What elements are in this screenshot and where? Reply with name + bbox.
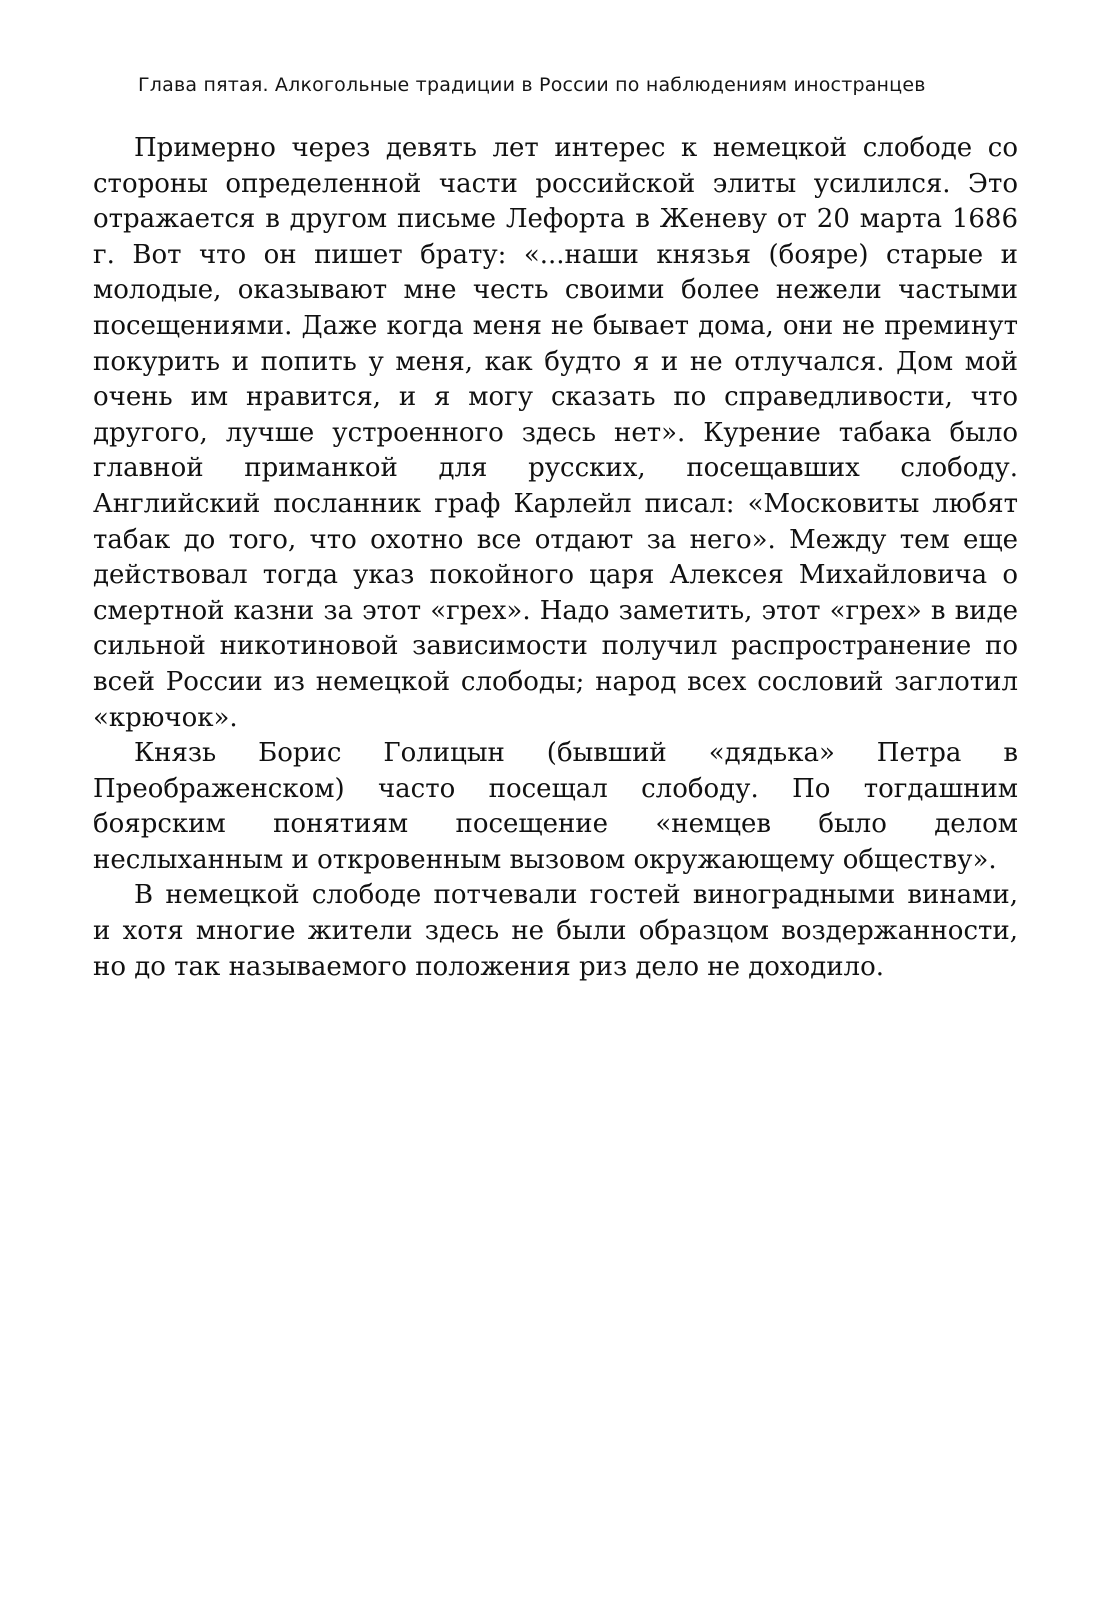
running-head: Глава пятая. Алкогольные традиции в России по наблюдениям иностранцев — [138, 74, 926, 96]
paragraph-3: В немецкой слободе потчевали гостей виноградными винами, и хотя многие жители здесь не были образцом воздержанности, но до так называемого положения риз дело не доходило. — [93, 880, 1018, 982]
paragraph-2: Князь Борис Голицын (бывший «дядька» Петра в Преображенском) часто посещал слободу. По тогдашним боярским понятиям посещение «немцев было делом неслыханным и откровенным вызовом окружающему обществу». — [93, 738, 1018, 875]
body-text — [93, 131, 1018, 985]
paragraph-1: Примерно через девять лет интерес к немецкой слободе со стороны определенной части российской элиты усилился. Это отражается в другом письме Лефорта в Женеву от 20 марта 1686 г. Вот что он пишет брату: «...наши князья (бояре) старые и молодые, оказывают мне честь своими более нежели частыми посещениями. Даже когда меня не бывает дома, они не преминут покурить и попить у меня, как будто я и не отлучался. Дом мой очень им нравится, и я могу сказать по справедливости, что другого, лучше устроенного здесь нет». Курение табака было главной приманкой для русских, посещавших слободу. Английский посланник граф Карлейл писал: «Московиты любят табак до того, что охотно все отдают за него». Между тем еще действовал тогда указ покойного царя Алексея Михайловича о смертной казни за этот «грех». Надо заметить, этот «грех» в виде сильной никотиновой зависимости получил распространение по всей России из немецкой слободы; народ всех сословий заглотил «крючок». — [93, 133, 1018, 733]
